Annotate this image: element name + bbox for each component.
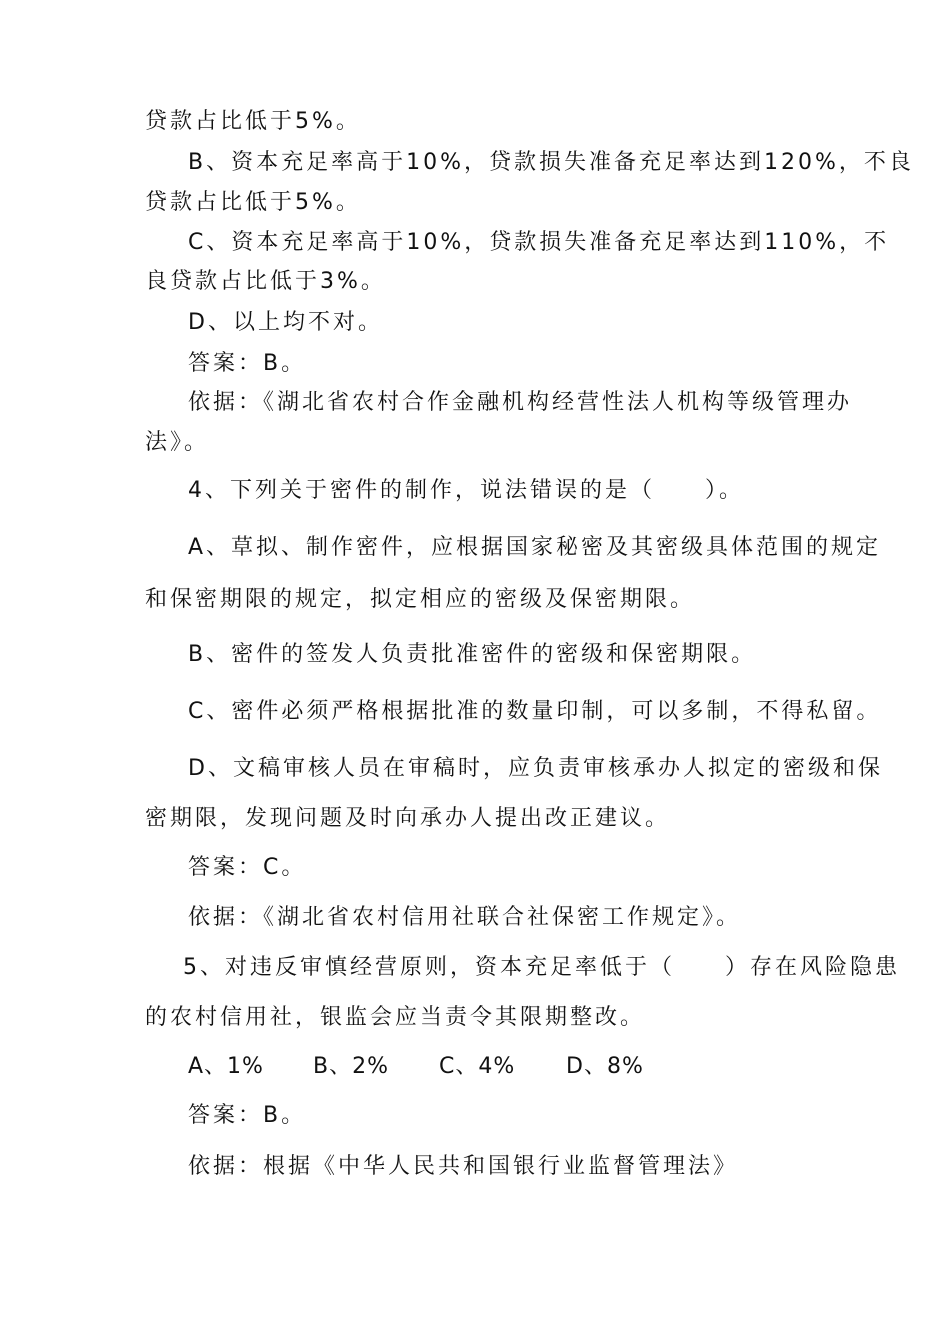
q5-options [188, 1052, 644, 1082]
q4-option-d: D、文稿审核人员在审稿时，应负责审核承办人拟定的密级和保 [188, 756, 883, 781]
text-line: 和保密期限的规定，拟定相应的密级及保密期限。 [145, 587, 696, 612]
q5-answer: 答案：B。 [188, 1103, 307, 1128]
text-line: 良贷款占比低于3%。 [145, 269, 386, 294]
q5-option-b: B、2% [313, 1054, 389, 1079]
text-line: 密期限，发现问题及时向承办人提出改正建议。 [145, 806, 671, 831]
q4-basis: 依据：《湖北省农村信用社联合社保密工作规定》。 [188, 905, 742, 930]
text-line: 法》。 [145, 430, 210, 455]
q4-option-b: B、密件的签发人负责批准密件的密级和保密期限。 [188, 642, 757, 667]
q4-answer: 答案：C。 [188, 855, 307, 880]
q3-answer: 答案：B。 [188, 351, 307, 376]
q3-option-c: C、资本充足率高于10%，贷款损失准备充足率达到110%，不 [188, 230, 890, 255]
text-line: 贷款占比低于5%。 [145, 109, 361, 134]
q5-basis: 依据：根据《中华人民共和国银行业监督管理法》 [188, 1154, 739, 1179]
q4-question: 4、下列关于密件的制作，说法错误的是（ ）。 [188, 478, 744, 503]
q4-option-c: C、密件必须严格根据批准的数量印制，可以多制，不得私留。 [188, 699, 882, 724]
q3-option-b: B、资本充足率高于10%，贷款损失准备充足率达到120%，不良 [188, 150, 914, 175]
text-line: 的农村信用社，银监会应当责令其限期整改。 [145, 1005, 646, 1030]
q5-question: 5、对违反审慎经营原则，资本充足率低于（ ）存在风险隐患 [183, 955, 900, 980]
q3-basis: 依据：《湖北省农村合作金融机构经营性法人机构等级管理办 [188, 390, 853, 415]
q5-option-c: C、4% [439, 1054, 516, 1079]
text-line: 贷款占比低于5%。 [145, 190, 361, 215]
q4-option-a: A、草拟、制作密件，应根据国家秘密及其密级具体范围的规定 [188, 535, 882, 560]
q3-option-d: D、以上均不对。 [188, 310, 383, 335]
q5-option-a: A、1% [188, 1054, 264, 1079]
q5-option-d: D、8% [566, 1054, 644, 1079]
